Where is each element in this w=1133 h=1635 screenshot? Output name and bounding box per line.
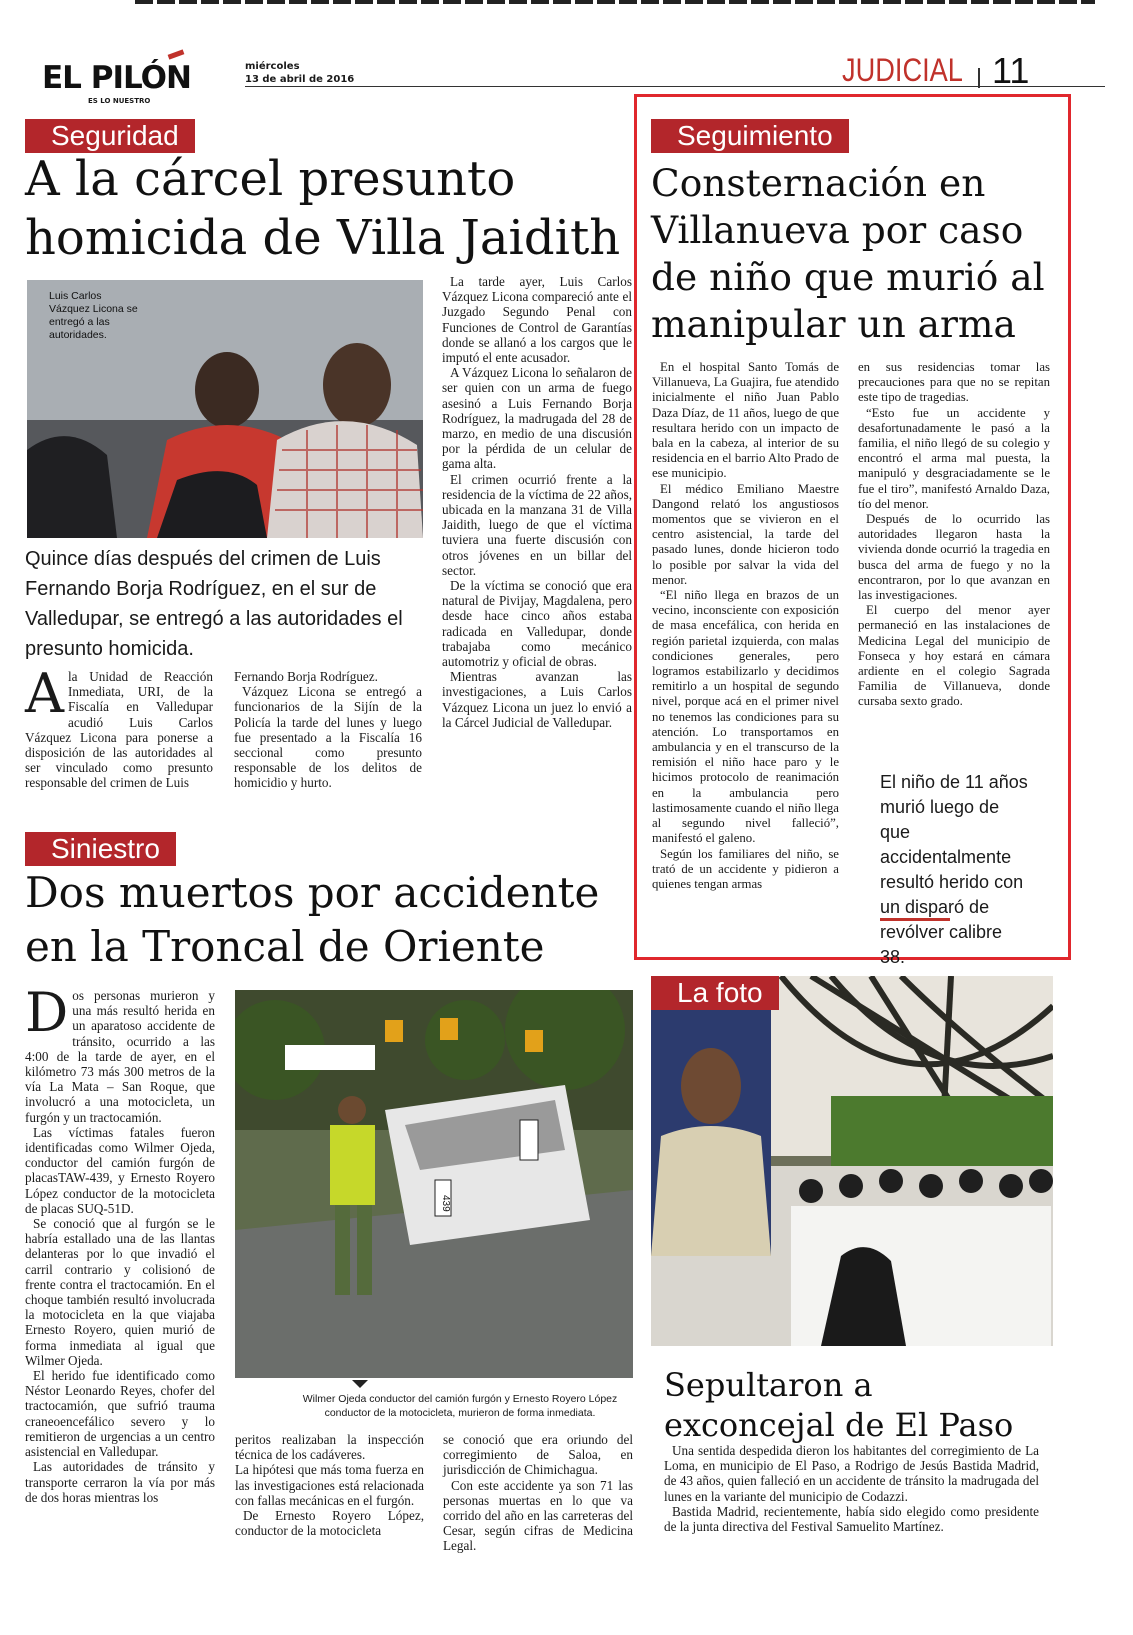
paragraph: peritos realizaban la inspección técnica de los cadáveres. (235, 1432, 424, 1463)
paragraph: De la víctima se conoció que era natural de Pivijay, Magdalena, pero desde hace cinco años estaba radicada en Valledupar, donde trabajaba como mecánico automotriz y oficial de obras. (442, 578, 632, 670)
kicker-seguridad: Seguridad (25, 119, 195, 153)
paragraph: Una sentida despedida dieron los habitantes del corregimiento de La Loma, en municipio de El Paso, a Rodrigo de Jesús Bastida Madrid, de 43 años, quien falleció en un accidente de tránsito la madrugada del lunes en la variante del municipio de Codazzi. (664, 1443, 1039, 1504)
weekday: miércoles (245, 61, 300, 72)
paragraph: la Unidad de Reacción Inmediata, URI, de la Fiscalía en Valledupar acudió Luis Carlos Vázquez Licona para ponerse a disposición de las autoridades al ser vinculado como presunto responsable del crimen de Luis (25, 669, 213, 791)
headline-line: en la Troncal de Oriente (25, 922, 545, 971)
paragraph: “El niño llega en brazos de un vecino, inconsciente con exposición de masa encefálica, con herida en región parietal izquierda, con malas condiciones generales, pero logramos estabilizarlo y decidimos remitirlo a un hospital de segundo nivel, porque acá en el primer nivel no tenemos las condiciones para su atención. Lo transportamos en ambulancia y en el transcurso de la remisión el niño hace paro y le hicimos protocolo de reanimación en la ambulancia pero lastimosamente cuando el niño llega al segundo nivel falleció”, manifestó el galeno. (652, 588, 839, 846)
dropcap: D (25, 981, 69, 1044)
paragraph: El crimen ocurrió frente a la residencia de la víctima de 22 años, ubicada en la manzana 31 de Villa Jaidith, luego de que el víctima tuviera una fuerte discusión con otros jóvenes en un billar del sector. (442, 471, 632, 578)
headline-article2 (651, 160, 1045, 348)
pull-quote-underline (880, 918, 950, 921)
article3-column1 (25, 981, 215, 1505)
caption-pointer-icon (352, 1380, 368, 1388)
paragraph: Bastida Madrid, recientemente, había sido elegido como presidente de la junta directiva del Festival Samuelito Martínez. (664, 1503, 1039, 1535)
masthead-rule (245, 86, 1105, 87)
paragraph: De Ernesto Royero López, conductor de la motocicleta (235, 1508, 424, 1539)
paragraph: “Esto fue un accidente y desafortunadamente le pasó a la familia, el niño llegó de su colegio y encontró el arma mal puesta, la manipuló y desgraciadamente se le fue el tiro”, manifestó Arnaldo Daza, tío del menor. (858, 405, 1050, 511)
issue-date (245, 60, 354, 86)
headline-line: exconcejal de El Paso (664, 1406, 1014, 1444)
logo-tagline: ES LO NUESTRO (88, 97, 151, 105)
logo-accent-mark (168, 49, 185, 59)
dropcap: A (25, 662, 64, 725)
paragraph: Las víctimas fatales fueron identificadas como Wilmer Ojeda, conductor del camión furgón de placasTAW-439, y Ernesto Royero López conductor de la motocicleta de placas SUQ-51D. (25, 1124, 215, 1216)
paragraph: A Vázquez Licona lo señalaron de ser quien con un arma de fuego asesinó a Luis Fernando Borja Rodríguez, la madrugada del 28 de marzo, en medio de una discusión por la pérdida de un celular de gama alta. (442, 365, 632, 472)
section-separator (978, 68, 980, 88)
paragraph: El herido fue identificado como Néstor Leonardo Reyes, chofer del tractocamión, que sufrió trauma craneoencefálico severo y lo remitieron de urgencias a un centro asistencial en Valledupar. (25, 1368, 215, 1460)
headline-line: manipular un arma (651, 302, 1016, 346)
paragraph: Se conoció que al furgón se le habría estallado una de las llantas delanteras por lo que invadió el carril contrario y colisionó de frente contra el tractocamión. En el choque también resultó involucrada la motocicleta en la que viajaba Ernesto Royero, quien murió de forma inmediata al igual que Wilmer Ojeda. (25, 1216, 215, 1368)
paragraph: La hipótesi que más toma fuerza en las investigaciones está relacionada con fallas mecánicas en el furgón. (235, 1462, 424, 1508)
article4-body (664, 1443, 1039, 1534)
funeral-photo-illustration (651, 976, 1053, 1346)
headline-line: Consternación en (651, 161, 986, 205)
kicker-siniestro: Siniestro (25, 832, 176, 866)
paragraph: Con este accidente ya son 71 las personas muertas en lo que va corrido del año en las carreteras del Cesar, según cifras de Medicina Legal. (443, 1477, 633, 1554)
paragraph: Mientras avanzan las investigaciones, a Luis Carlos Vázquez Licona un juez lo envió a la Cárcel Judicial de Valledupar. (442, 669, 632, 730)
date-text: 13 de abril de 2016 (245, 74, 355, 85)
headline-line: Villanueva por caso (651, 208, 1024, 252)
paragraph: El médico Emiliano Maestre Dangond relató los angustiosos momentos que se vivieron en el centro asistencial, la tarde del pasado lunes, donde hicieron todo lo posible por salvar la vida del menor. (652, 481, 839, 587)
headline-line: homicida de Villa Jaidith (25, 210, 621, 266)
article1-subhead: Quince días después del crimen de Luis Fernando Borja Rodríguez, en el sur de Valledupar, se entregó a las autoridades el presunto homicida. (25, 548, 403, 660)
paragraph: os personas murieron y una más resultó herida en un aparatoso accidente de tránsito, ocurrido a las 4:00 de la tarde de ayer, en el kilómetro 73 más 300 metros de la vía La Mata – San Roque, que involucró a una motocicleta, un furgón y un tractocamión. (25, 988, 215, 1125)
paragraph: La tarde ayer, Luis Carlos Vázquez Licona compareció ante el Juzgado Segundo Penal con Funciones de Control de Garantías donde se allanó a los cargos que le imputó el ente acusador. (442, 274, 632, 366)
photo-funeral (651, 976, 1053, 1346)
paragraph: Según los familiares del niño, se trató de un accidente y pidieron a quienes tengan armas (652, 846, 839, 891)
article2-column2 (858, 360, 1050, 710)
article3-column2 (235, 1432, 424, 1538)
paragraph: en sus residencias tomar las precauciones para que no se repitan este tipo de tragedias. (858, 360, 1050, 405)
pull-quote: El niño de 11 años murió luego de que accidentalmente resultó herido con un disparó de revólver calibre 38. (880, 772, 1028, 967)
accident-photo-caption: Wilmer Ojeda conductor del camión furgón y Ernesto Royero López conductor de la motocicleta, murieron de forma inmediata. (302, 1393, 618, 1419)
article1-column2 (234, 669, 422, 791)
accident-photo-illustration (235, 990, 633, 1378)
article2-column1 (652, 360, 839, 892)
headline-line: A la cárcel presunto (25, 151, 516, 207)
paragraph: Vázquez Licona se entregó a funcionarios de la Sijín de la Policía la tarde del lunes y luego fue presentado a la Fiscalía 16 seccional como presunto responsable de los delitos de homicidio y hurto. (234, 684, 422, 791)
paragraph: Fernando Borja Rodríguez. (234, 669, 378, 684)
kicker-seguimiento: Seguimiento (651, 119, 849, 153)
section-name: JUDICIAL (842, 52, 963, 88)
photo-caption: Luis Carlos Vázquez Licona se entregó a las autoridades. (49, 290, 138, 341)
paragraph: Después de lo ocurrido las autoridades llegaron hasta la vivienda donde ocurrió la tragedia en busca del arma de fuego y no la encontraron, por lo que avanzan en las investigaciones. (858, 512, 1050, 603)
paragraph: En el hospital Santo Tomás de Villanueva, La Guajira, fue atendido inicialmente el niño Juan Pablo Daza Díaz, de 11 años, luego de que resultara herido con un impacto de bala en la cabeza, al interior de su residencia en el barrio Alto Prado de ese municipio. (652, 360, 839, 481)
photo-suspect (27, 280, 423, 538)
kicker-la-foto: La foto (651, 976, 779, 1010)
newspaper-logo: EL PILÓN (42, 60, 191, 96)
paragraph: Las autoridades de tránsito y transporte cerraron la vía por más de dos horas mientras los (25, 1459, 215, 1505)
truck-plate-number: 439 (440, 1195, 451, 1212)
headline-article3 (25, 866, 599, 974)
headline-article4 (664, 1365, 1013, 1445)
headline-article1 (25, 150, 620, 268)
top-rule (135, 0, 1095, 4)
photo-accident (235, 990, 633, 1378)
paragraph: El cuerpo del menor ayer permaneció en las instalaciones de Medicina Legal del municipio de Fonseca y hoy estará en cámara ardiente en el colegio Sagrada Familia de Villanueva, donde cursaba sexto grado. (858, 603, 1050, 709)
paragraph: se conoció que era oriundo del corregimiento de Saloa, en jurisdicción de Chimichagua. (443, 1432, 633, 1478)
headline-line: de niño que murió al (651, 255, 1045, 299)
page-number: 11 (992, 50, 1030, 91)
article3-column3 (443, 1432, 633, 1554)
headline-line: Dos muertos por accidente (25, 868, 600, 917)
article1-column3 (442, 274, 632, 730)
headline-line: Sepultaron a (664, 1366, 873, 1404)
article1-column1 (25, 662, 213, 791)
